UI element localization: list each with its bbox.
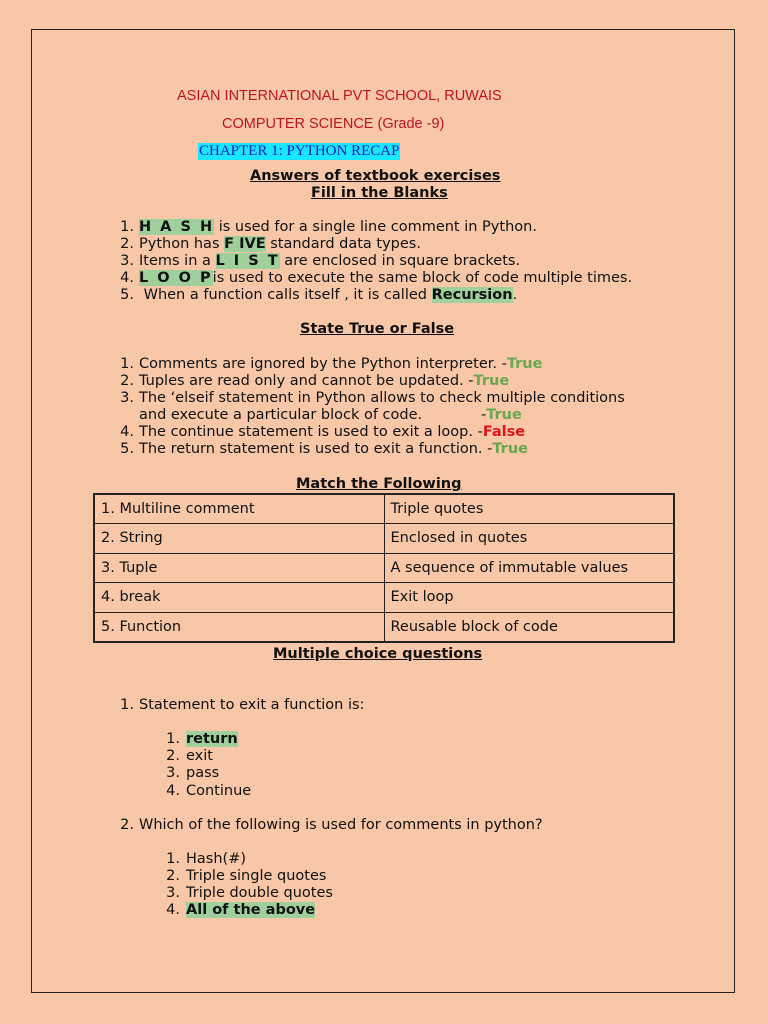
answer-highlight: return xyxy=(186,731,238,747)
answer-true: True xyxy=(506,356,543,372)
match-table xyxy=(93,493,675,643)
chapter-title: CHAPTER 1: PYTHON RECAP xyxy=(199,143,400,159)
match-heading: Match the Following xyxy=(296,476,462,492)
answer-true: True xyxy=(473,373,510,389)
table-row: 1. Multiline comment Triple quotes xyxy=(94,494,674,524)
table-row: 2. String Enclosed in quotes xyxy=(94,524,674,554)
table-row: 4. break Exit loop xyxy=(94,583,674,613)
answer-highlight: All of the above xyxy=(186,902,316,918)
true-false-heading: State True or False xyxy=(300,321,455,337)
mcq-heading: Multiple choice questions xyxy=(273,646,483,662)
school-name: ASIAN INTERNATIONAL PVT SCHOOL, RUWAIS xyxy=(177,88,502,104)
answer-highlight: L I S T xyxy=(215,253,280,269)
table-row: 3. Tuple A sequence of immutable values xyxy=(94,553,674,583)
answer-highlight: L O O P xyxy=(139,270,213,286)
answer-highlight: F IVE xyxy=(224,236,266,252)
answer-true: True xyxy=(486,407,522,423)
answers-heading: Answers of textbook exercises xyxy=(250,168,501,184)
answer-highlight: H A S H xyxy=(139,219,215,235)
table-row: 5. Function Reusable block of code xyxy=(94,612,674,642)
answer-highlight: Recursion xyxy=(431,287,513,303)
list-item-continuation: and execute a particular block of code. -True xyxy=(139,407,522,423)
fill-blanks-heading: Fill in the Blanks xyxy=(311,185,448,201)
subject-title: COMPUTER SCIENCE (Grade -9) xyxy=(222,116,445,132)
answer-false: False xyxy=(482,424,526,440)
answer-true: True xyxy=(492,441,528,457)
